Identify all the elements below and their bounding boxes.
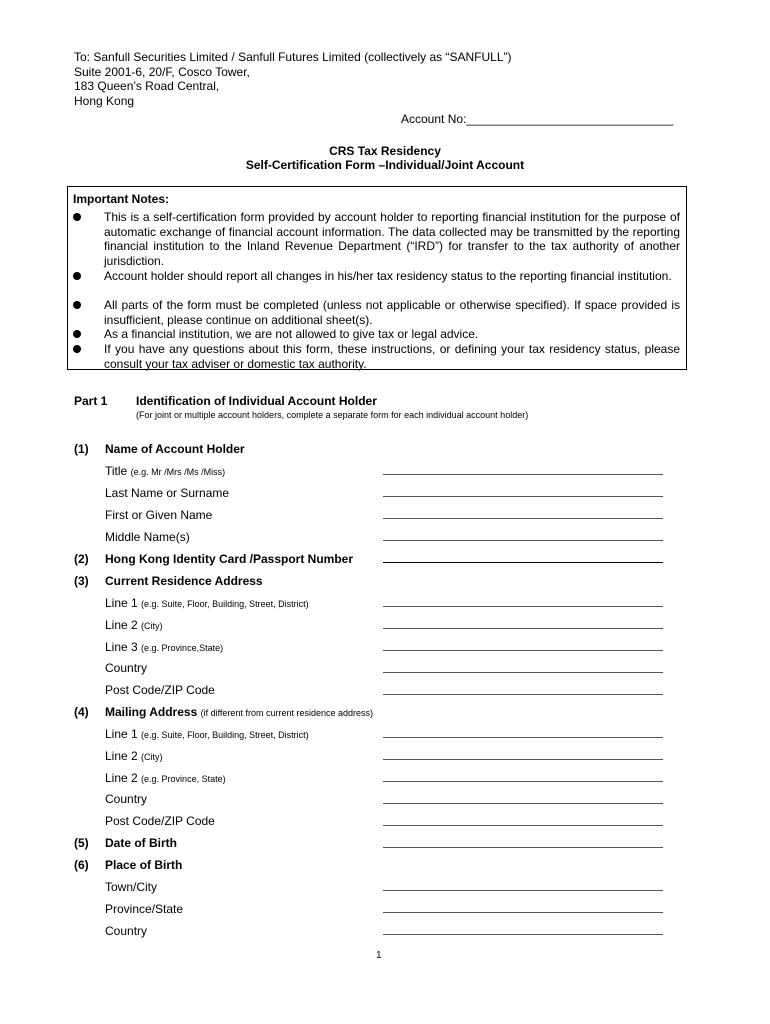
address-line-1: Suite 2001-6, 20/F, Cosco Tower,	[74, 65, 250, 79]
part-title: Identification of Individual Account Holder	[136, 394, 377, 408]
residence-line3-label: Line 3 (e.g. Province,State)	[105, 640, 224, 654]
note-item: As a financial institution, we are not allowed to give tax or legal advice.	[104, 327, 479, 341]
mailing-postcode-label: Post Code/ZIP Code	[105, 814, 215, 828]
title-field-label: Title (e.g. Mr /Mrs /Ms /Miss)	[105, 464, 226, 478]
bullet-icon	[73, 272, 81, 280]
dob-input-line[interactable]	[383, 847, 663, 848]
birth-country-label: Country	[105, 924, 148, 938]
mailing-country-label: Country	[105, 792, 148, 806]
middle-name-input-line[interactable]	[383, 540, 663, 541]
residence-postcode-label: Post Code/ZIP Code	[105, 683, 215, 697]
account-number-field[interactable]: Account No:_______________________________	[401, 112, 674, 126]
form-title: CRS Tax Residency	[329, 144, 441, 158]
part-subtitle: (For joint or multiple account holders, complete a separate form for each individual account holder)	[136, 410, 529, 420]
note-item: Account holder should report all changes in his/her tax residency status to the reporting financial institution.	[104, 269, 672, 283]
section-number: (5)	[74, 836, 89, 850]
section-title-name: Name of Account Holder	[105, 442, 245, 456]
mailing-line3-label: Line 2 (e.g. Province, State)	[105, 771, 226, 785]
first-name-label: First or Given Name	[105, 508, 213, 522]
section-number: (4)	[74, 705, 89, 719]
notes-heading: Important Notes:	[73, 192, 169, 206]
province-input-line[interactable]	[383, 912, 663, 913]
id-number-input-line[interactable]	[383, 562, 663, 563]
note-item: This is a self-certification form provided by account holder to reporting financial institution for the purpose of automatic exchange of financial account information. The data collected may be transmitted by the reporting financial institution to the Inland Revenue Department (“IRD”) for transfer to the tax authority of another jurisdiction.	[104, 210, 680, 268]
section-number: (3)	[74, 574, 89, 588]
mailing-line1-label: Line 1 (e.g. Suite, Floor, Building, Street, District)	[105, 727, 309, 741]
mailing-line2-label: Line 2 (City)	[105, 749, 163, 763]
mailing-line3-input-line[interactable]	[383, 781, 663, 782]
residence-line3-input-line[interactable]	[383, 650, 663, 651]
residence-line2-input-line[interactable]	[383, 628, 663, 629]
section-number: (1)	[74, 442, 89, 456]
mailing-line2-input-line[interactable]	[383, 759, 663, 760]
part-label: Part 1	[74, 394, 108, 408]
section-title-dob: Date of Birth	[105, 836, 177, 850]
address-line-3: Hong Kong	[74, 94, 135, 108]
section-title-residence: Current Residence Address	[105, 574, 263, 588]
mailing-postcode-input-line[interactable]	[383, 825, 663, 826]
section-title-id: Hong Kong Identity Card /Passport Number	[105, 552, 354, 566]
mailing-line1-input-line[interactable]	[383, 737, 663, 738]
bullet-icon	[73, 330, 81, 338]
province-label: Province/State	[105, 902, 184, 916]
residence-postcode-input-line[interactable]	[383, 694, 663, 695]
section-title-mailing: Mailing Address (if different from current residence address)	[105, 705, 373, 719]
middle-name-label: Middle Name(s)	[105, 530, 190, 544]
section-number: (6)	[74, 858, 89, 872]
note-item: All parts of the form must be completed (unless not applicable or otherwise specified). If space provided is insufficient, please continue on additional sheet(s).	[104, 298, 680, 327]
residence-line2-label: Line 2 (City)	[105, 618, 163, 632]
recipient-line: To: Sanfull Securities Limited / Sanfull Futures Limited (collectively as “SANFULL”)	[74, 50, 512, 64]
title-input-line[interactable]	[383, 474, 663, 475]
birth-country-input-line[interactable]	[383, 934, 663, 935]
residence-line1-label: Line 1 (e.g. Suite, Floor, Building, Street, District)	[105, 596, 309, 610]
town-label: Town/City	[105, 880, 158, 894]
residence-country-label: Country	[105, 661, 148, 675]
bullet-icon	[73, 301, 81, 309]
form-subtitle: Self-Certification Form –Individual/Joint Account	[245, 158, 525, 172]
residence-line1-input-line[interactable]	[383, 606, 663, 607]
bullet-icon	[73, 213, 81, 221]
residence-country-input-line[interactable]	[383, 672, 663, 673]
bullet-icon	[73, 345, 81, 353]
note-item: If you have any questions about this form, these instructions, or defining your tax residency status, please consult your tax adviser or domestic tax authority.	[104, 342, 680, 371]
section-number: (2)	[74, 552, 89, 566]
town-input-line[interactable]	[383, 890, 663, 891]
page-number: 1	[376, 950, 382, 961]
last-name-label: Last Name or Surname	[105, 486, 230, 500]
first-name-input-line[interactable]	[383, 518, 663, 519]
mailing-country-input-line[interactable]	[383, 803, 663, 804]
section-title-pob: Place of Birth	[105, 858, 183, 872]
last-name-input-line[interactable]	[383, 496, 663, 497]
address-line-2: 183 Queen’s Road Central,	[74, 79, 220, 93]
